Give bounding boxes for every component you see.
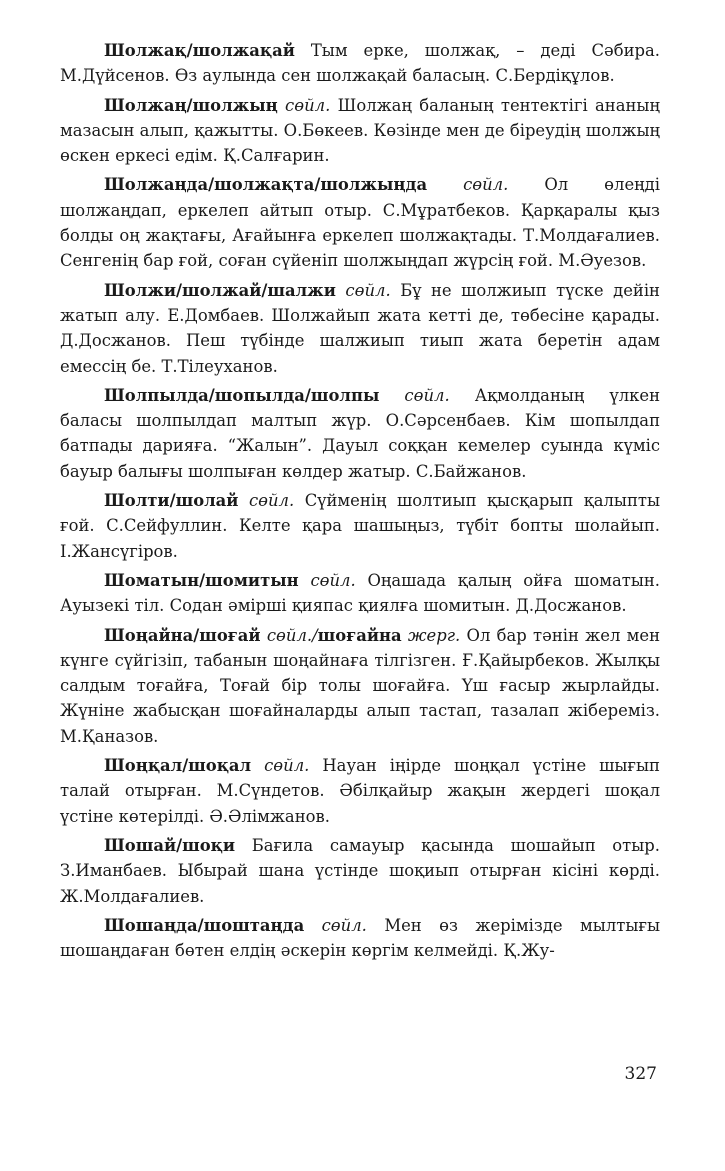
usage-label-variant: жерг. xyxy=(407,625,461,645)
entry-text: Сүйменің шолтиып қысқарып қалыпты ғой. С.Сейфуллин. Келте қара шашыңыз, түбіт бопты шолайып. І.Жансүгіров. xyxy=(60,491,660,561)
headword: Шоңайна/шоғай xyxy=(104,625,261,645)
usage-label: сөйл. xyxy=(404,385,450,405)
headword: Шоңқал/шоқал xyxy=(104,756,252,776)
entry xyxy=(60,278,660,379)
entry-text: Науан іңірде шоңқал үстіне шығып талай отырған. М.Сүндетов. Әбілқайыр жақын жердегі шоқал үстіне көтерілді. Ә.Әлімжанов. xyxy=(60,756,660,826)
headword-variant: шоғайна xyxy=(317,625,402,645)
entry-text: Тым ерке, шолжақ, – деді Сәбира. М.Дүйсенов. Өз аулында сен шолжақай баласың. С.Бердіқұлов. xyxy=(60,41,660,86)
headword: Шолжи/шолжай/шалжи xyxy=(104,280,336,300)
usage-label: сөйл. xyxy=(463,175,509,195)
usage-label: сөйл. xyxy=(248,491,295,511)
entry-text: Ақмолданың үлкен баласы шолпылдап малтып жүр. О.Сәрсенбаев. Кім шопылдап батпады дарияға. “Жалын”. Дауыл соққан кемелер суында күміс бауыр балығы шолпыған көлдер жатыр. С.Байжанов. xyxy=(60,385,660,481)
entry xyxy=(60,38,660,89)
headword: Шолжақ/шолжақай xyxy=(104,41,295,60)
usage-label: сөйл. xyxy=(285,95,331,115)
entry xyxy=(60,623,660,749)
entry xyxy=(60,833,660,909)
entry xyxy=(60,93,660,169)
headword: Шолжаңда/шолжақта/шолжыңда xyxy=(104,175,428,195)
entry xyxy=(60,488,660,564)
entry-text: Мен өз жерімізде мылтығы шошаңдаған бөтен елдің әскерін көргім келмейді. Қ.Жу- xyxy=(60,915,660,961)
usage-label: сөйл. xyxy=(310,570,356,590)
entry-text: Ол бар тәнін жел мен күнге сүйгізіп, табанын шоңайнаға тілгізген. Ғ.Қайырбеков. Жылқы салдым тоғайға, Тоғай бір толы шоғайға. Үш ғасыр жырлайды. Жүніне жабысқан шоғайналарды алып тастап, тазалап жібереміз. М.Қаназов. xyxy=(60,625,661,746)
entry xyxy=(60,568,660,619)
usage-label: сөйл. xyxy=(321,915,367,935)
usage-label: сөйл./ xyxy=(266,625,318,645)
entry-text: Оңашада қалың ойға шоматын. Ауызекі тіл. Содан әмірші қияпас қиялға шомитын. Д.Досжанов. xyxy=(60,570,661,616)
headword: Шолпылда/шопылда/шолпы xyxy=(104,385,380,405)
page-number: 327 xyxy=(624,1064,657,1084)
headword: Шоматын/шомитын xyxy=(104,570,299,590)
usage-label: сөйл. xyxy=(264,756,310,776)
entry-text: Шолжаң баланың тентектігі ананың мазасын алып, қажытты. О.Бөкеев. Көзінде мен де біреудің шолжың өскен еркесі едім. Қ.Салғарин. xyxy=(60,95,660,166)
dictionary-page xyxy=(60,38,660,967)
headword: Шошаңда/шоштаңда xyxy=(104,915,305,935)
headword: Шолти/шолай xyxy=(104,491,239,511)
usage-label: сөйл. xyxy=(345,280,391,300)
headword: Шолжаң/шолжың xyxy=(104,95,278,115)
entry-text: Бағила самауыр қасында шошайып отыр. З.Иманбаев. Ыбырай шана үстінде шоқиып отырған кісіні көрді. Ж.Молдағалиев. xyxy=(60,835,660,906)
headword: Шошай/шоқи xyxy=(104,835,235,855)
entry xyxy=(60,753,660,829)
entry xyxy=(60,383,660,484)
entry xyxy=(60,913,660,964)
entry xyxy=(60,172,660,273)
entry-text: Бұ не шолжиып түске дейін жатып алу. Е.Домбаев. Шолжайып жата кетті де, төбесіне қарады. Д.Досжанов. Пеш түбінде шалжиып тиып жата беретін адам емессің бе. Т.Тілеуханов. xyxy=(60,280,660,376)
entry-text: Ол өлеңді шолжаңдап, еркелеп айтып отыр. С.Мұратбеков. Қарқаралы қыз болды оң жақтағы, Ағайынға еркелеп шолжақтады. Т.Молдағалиев. Сенгенің бар ғой, соған сүйеніп шолжыңдап жүрсің ғой. М.Әуезов. xyxy=(60,175,660,271)
